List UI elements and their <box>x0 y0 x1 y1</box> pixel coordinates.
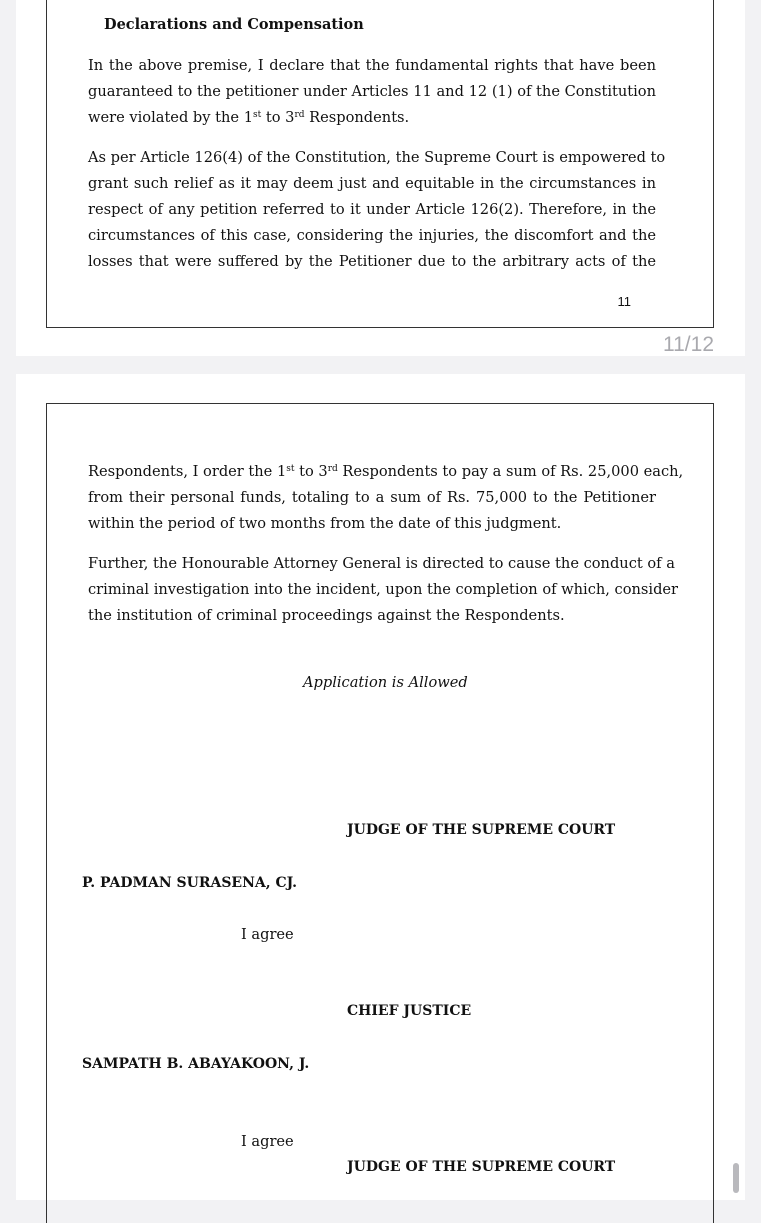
paragraph-article-126 <box>88 145 666 275</box>
concurrence-text: I agree <box>241 926 294 943</box>
paragraph-order <box>88 459 684 537</box>
paragraph-declaration <box>88 53 656 131</box>
pdf-page-11 <box>16 0 745 356</box>
page-border <box>46 0 714 328</box>
judge-name: P. PADMAN SURASENA, CJ. <box>82 875 298 891</box>
section-heading: Declarations and Compensation <box>104 16 364 33</box>
text-line: respect of any petition referred to it under Article 126(2). Therefore, in the <box>88 201 656 218</box>
page-counter: 11/12 <box>663 333 714 356</box>
paragraph-attorney-general <box>88 551 679 629</box>
concurrence-text: I agree <box>241 1133 294 1150</box>
text-line: the institution of criminal proceedings against the Respondents. <box>88 607 565 624</box>
text-line: within the period of two months from the date of this judgment. <box>88 515 562 532</box>
text-line: Further, the Honourable Attorney General is directed to cause the conduct of a <box>88 555 675 572</box>
text-line: criminal investigation into the incident, upon the completion of which, consider <box>88 581 679 598</box>
signature-title: JUDGE OF THE SUPREME COURT <box>347 1159 616 1175</box>
application-outcome: Application is Allowed <box>303 674 468 691</box>
text-line: circumstances of this case, considering the injuries, the discomfort and the <box>88 227 656 244</box>
text-line: losses that were suffered by the Petitioner due to the arbitrary acts of the <box>88 253 656 270</box>
text-line: grant such relief as it may deem just and equitable in the circumstances in <box>88 175 656 192</box>
text-line: As per Article 126(4) of the Constitution, the Supreme Court is empowered to <box>88 149 666 166</box>
signature-title: CHIEF JUSTICE <box>347 1003 472 1019</box>
scrollbar-thumb[interactable] <box>733 1163 739 1193</box>
signature-title: JUDGE OF THE SUPREME COURT <box>347 822 616 838</box>
judge-name: SAMPATH B. ABAYAKOON, J. <box>82 1056 310 1072</box>
text-line: were violated by the 1st to 3rd Respondents. <box>88 109 410 126</box>
text-line: Respondents, I order the 1st to 3rd Respondents to pay a sum of Rs. 25,000 each, <box>88 463 684 480</box>
page-border <box>46 403 714 1223</box>
page-number: 11 <box>617 294 631 309</box>
text-line: guaranteed to the petitioner under Articles 11 and 12 (1) of the Constitution <box>88 83 656 100</box>
text-line: In the above premise, I declare that the fundamental rights that have been <box>88 57 656 74</box>
text-line: from their personal funds, totaling to a sum of Rs. 75,000 to the Petitioner <box>88 489 656 506</box>
pdf-page-12 <box>16 374 745 1200</box>
